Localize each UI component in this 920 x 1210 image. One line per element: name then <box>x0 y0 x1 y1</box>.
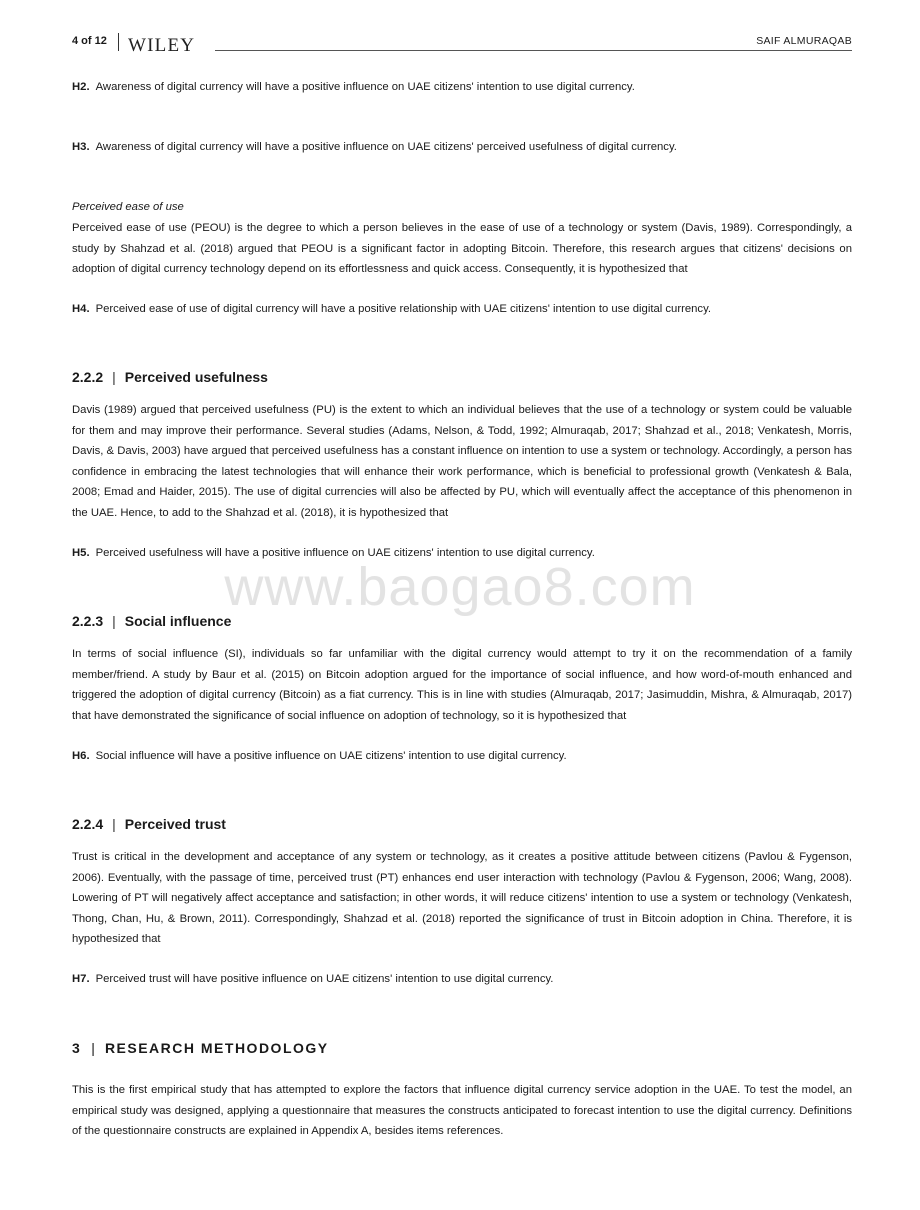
hypothesis-text: Perceived usefulness will have a positive influence on UAE citizens' intention to use digital currency. <box>95 547 595 559</box>
hypothesis-label: H2. <box>72 81 90 93</box>
hypothesis-label: H3. <box>72 141 90 153</box>
section-title: Perceived trust <box>124 816 226 832</box>
hypothesis-h6 <box>72 746 852 767</box>
hypothesis-text: Awareness of digital currency will have a positive influence on UAE citizens' perceived usefulness of digital currency. <box>95 141 677 153</box>
section-number: 2.2.2 <box>72 369 104 385</box>
section-heading-2-2-4: 2.2.4 | Perceived trust <box>72 816 226 832</box>
section-title: Social influence <box>124 613 232 629</box>
section-number: 3 <box>72 1040 82 1056</box>
publisher-logo: WILEY <box>128 35 196 56</box>
paragraph-peou: Perceived ease of use (PEOU) is the degree to which a person believes in the ease of use of a technology or system (Davis, 1989). Correspondingly, a study by Shahzad et al. (2018) argued that PEOU is a significant factor in adopting Bitcoin. Therefore, this research argues that citizens' decisions on adoption of digital currency technology depend on its effortlessness and quick access. Consequently, it is hypothesized that <box>72 222 852 275</box>
paragraph-perceived-usefulness: Davis (1989) argued that perceived usefulness (PU) is the extent to which an individual believes that the use of a technology or system could be valuable for them and may improve their performance. Several studies (Adams, Nelson, & Todd, 1992; Almuraqab, 2017; Shahzad et al., 2018; Venkatesh, Morris, Davis, & Davis, 2003) have argued that perceived usefulness has a constant influence on intention to use a system or technology. Accordingly, a person has confidence in embracing the latest technologies that will enhance their work performance, which is beneficial to professional growth (Venkatesh & Bala, 2008; Emad and Haider, 2015). The use of digital currencies will also be affected by PU, which will eventually affect the acceptance of this phenomenon in the UAE. Hence, to add to the Shahzad et al. (2018), it is hypothesized that <box>72 404 852 519</box>
hypothesis-text: Perceived ease of use of digital currency will have a positive relationship with UAE citizens' intention to use digital currency. <box>95 303 712 315</box>
paragraph-research-methodology: This is the first empirical study that has attempted to explore the factors that influence digital currency service adoption in the UAE. To test the model, an empirical study was designed, applying a questionnaire that measures the constructs anticipated to forecast intention to use the digital currency. Definitions of the questionnaire constructs are explained in Appendix A, besides items references. <box>72 1084 852 1137</box>
watermark: www.baogao8.com <box>224 557 696 617</box>
page-number: 4 of 12 <box>72 35 107 47</box>
header-divider <box>118 33 119 51</box>
section-heading-2-2-3: 2.2.3 | Social influence <box>72 613 232 629</box>
section-title: RESEARCH METHODOLOGY <box>104 1040 329 1056</box>
section-heading-2-2-2: 2.2.2 | Perceived usefulness <box>72 369 268 385</box>
hypothesis-h2 <box>72 77 852 98</box>
hypothesis-text: Perceived trust will have positive influence on UAE citizens' intention to use digital currency. <box>95 973 554 985</box>
header-rule <box>215 50 852 51</box>
hypothesis-label: H5. <box>72 547 90 559</box>
hypothesis-h4 <box>72 299 852 320</box>
hypothesis-label: H7. <box>72 973 90 985</box>
section-title: Perceived usefulness <box>124 369 268 385</box>
section-heading-3: 3 | RESEARCH METHODOLOGY <box>72 1040 329 1056</box>
paragraph-social-influence: In terms of social influence (SI), individuals so far unfamiliar with the digital currency would attempt to try it on the recommendation of a family member/friend. A study by Baur et al. (2015) on Bitcoin adoption argued for the importance of social influence, and how word-of-mouth enhanced and triggered the adoption of digital currency (Bitcoin) as a fiat currency. This is in line with studies (Almuraqab, 2017; Jasimuddin, Mishra, & Almuraqab, 2017) that have demonstrated the significance of social influence on adoption of technology, so it is hypothesized that <box>72 648 852 722</box>
hypothesis-label: H4. <box>72 303 90 315</box>
paragraph-perceived-trust: Trust is critical in the development and acceptance of any system or technology, as it creates a positive attitude between citizens (Pavlou & Fygenson, 2006). Eventually, with the passage of time, perceived trust (PT) enhances end user interaction with technology (Pavlou & Fygenson, 2006; Wang, 2008). Lowering of PT will negatively affect acceptance and satisfaction; in other words, it will reduce citizens' intention to use a system or technology (Venkatesh, Thong, Chan, Hu, & Brown, 2011). Correspondingly, Shahzad et al. (2018) reported the significance of trust in Bitcoin adoption in China. Therefore, it is hypothesized that <box>72 851 852 945</box>
hypothesis-h7 <box>72 969 852 990</box>
hypothesis-h3 <box>72 137 852 158</box>
running-author: SAIF ALMURAQAB <box>756 35 852 47</box>
hypothesis-label: H6. <box>72 750 90 762</box>
hypothesis-text: Social influence will have a positive influence on UAE citizens' intention to use digital currency. <box>95 750 567 762</box>
page-header <box>72 33 852 57</box>
subheading-peou: Perceived ease of use <box>72 201 184 213</box>
section-number: 2.2.3 <box>72 613 104 629</box>
section-number: 2.2.4 <box>72 816 104 832</box>
hypothesis-text: Awareness of digital currency will have a positive influence on UAE citizens' intention to use digital currency. <box>95 81 635 93</box>
